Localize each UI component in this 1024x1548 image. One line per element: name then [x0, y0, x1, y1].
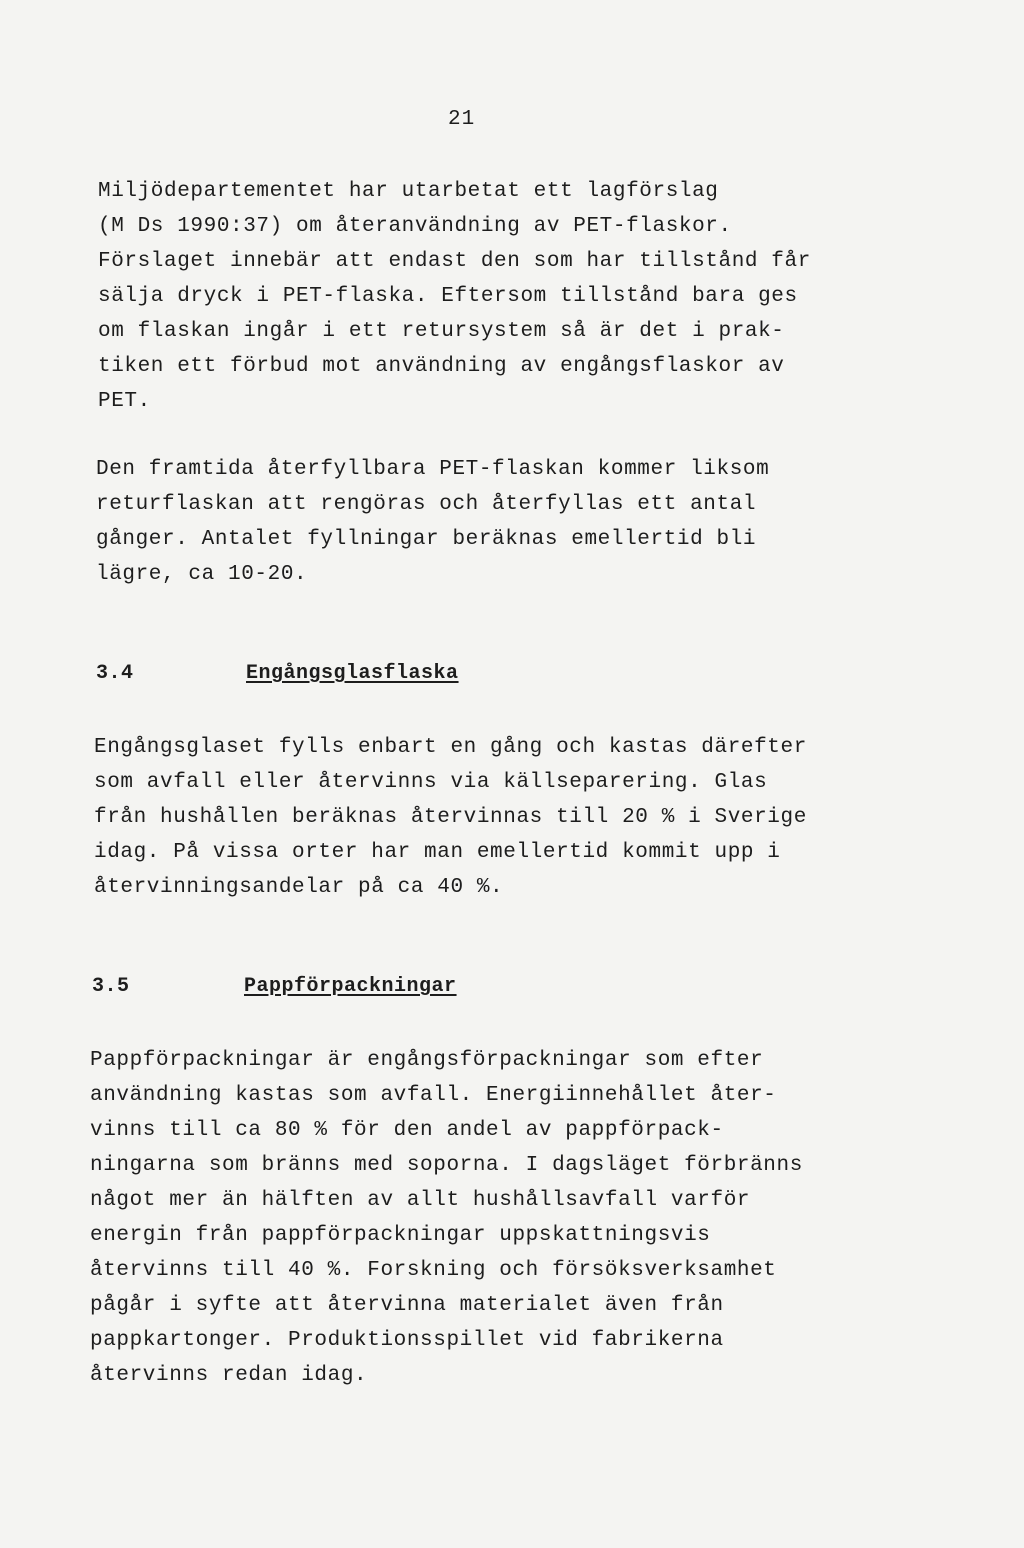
- section-title: Engångsglasflaska: [246, 662, 459, 685]
- text-line: Pappförpackningar är engångsförpackningar som efter: [90, 1049, 764, 1072]
- text-line: Den framtida återfyllbara PET-flaskan kommer liksom: [96, 458, 770, 481]
- text-line: PET.: [98, 390, 151, 413]
- text-line: Miljödepartementet har utarbetat ett lagförslag: [98, 180, 719, 203]
- text-line: returflaskan att rengöras och återfyllas ett antal: [96, 493, 757, 516]
- text-line: pappkartonger. Produktionsspillet vid fabrikerna: [90, 1329, 724, 1352]
- text-line: sälja dryck i PET-flaska. Eftersom tillstånd bara ges: [98, 285, 798, 308]
- section-number: 3.5: [92, 975, 130, 998]
- text-line: ningarna som bränns med soporna. I dagsläget förbränns: [90, 1154, 803, 1177]
- text-line: återvinns redan idag.: [90, 1364, 368, 1387]
- text-line: energin från pappförpackningar uppskattningsvis: [90, 1224, 711, 1247]
- paragraph-single-use-glass: [94, 730, 807, 905]
- page-number: 21: [448, 108, 476, 131]
- paragraph-pet-law-proposal: [98, 174, 811, 419]
- section-heading-3-4: [96, 662, 596, 692]
- text-line: vinns till ca 80 % för den andel av pappförpack-: [90, 1119, 724, 1142]
- text-line: Förslaget innebär att endast den som har tillstånd får: [98, 250, 811, 273]
- section-heading-3-5: [92, 975, 592, 1005]
- text-line: något mer än hälften av allt hushållsavfall varför: [90, 1189, 751, 1212]
- text-line: återvinns till 40 %. Forskning och försöksverksamhet: [90, 1259, 777, 1282]
- text-line: tiken ett förbud mot användning av engångsflaskor av: [98, 355, 785, 378]
- text-line: Engångsglaset fylls enbart en gång och kastas därefter: [94, 736, 807, 759]
- text-line: (M Ds 1990:37) om återanvändning av PET-flaskor.: [98, 215, 732, 238]
- text-line: idag. På vissa orter har man emellertid kommit upp i: [94, 841, 781, 864]
- text-line: återvinningsandelar på ca 40 %.: [94, 876, 504, 899]
- text-line: från hushållen beräknas återvinnas till 20 % i Sverige: [94, 806, 807, 829]
- text-line: användning kastas som avfall. Energiinnehållet åter-: [90, 1084, 777, 1107]
- text-line: pågår i syfte att återvinna materialet även från: [90, 1294, 724, 1317]
- text-line: gånger. Antalet fyllningar beräknas emellertid bli: [96, 528, 757, 551]
- section-number: 3.4: [96, 662, 134, 685]
- text-line: om flaskan ingår i ett retursystem så är det i prak-: [98, 320, 785, 343]
- text-line: som avfall eller återvinns via källseparering. Glas: [94, 771, 768, 794]
- paragraph-paper-packaging: [90, 1043, 803, 1393]
- section-title: Pappförpackningar: [244, 975, 457, 998]
- paragraph-refillable-pet: [96, 452, 769, 592]
- text-line: lägre, ca 10-20.: [96, 563, 308, 586]
